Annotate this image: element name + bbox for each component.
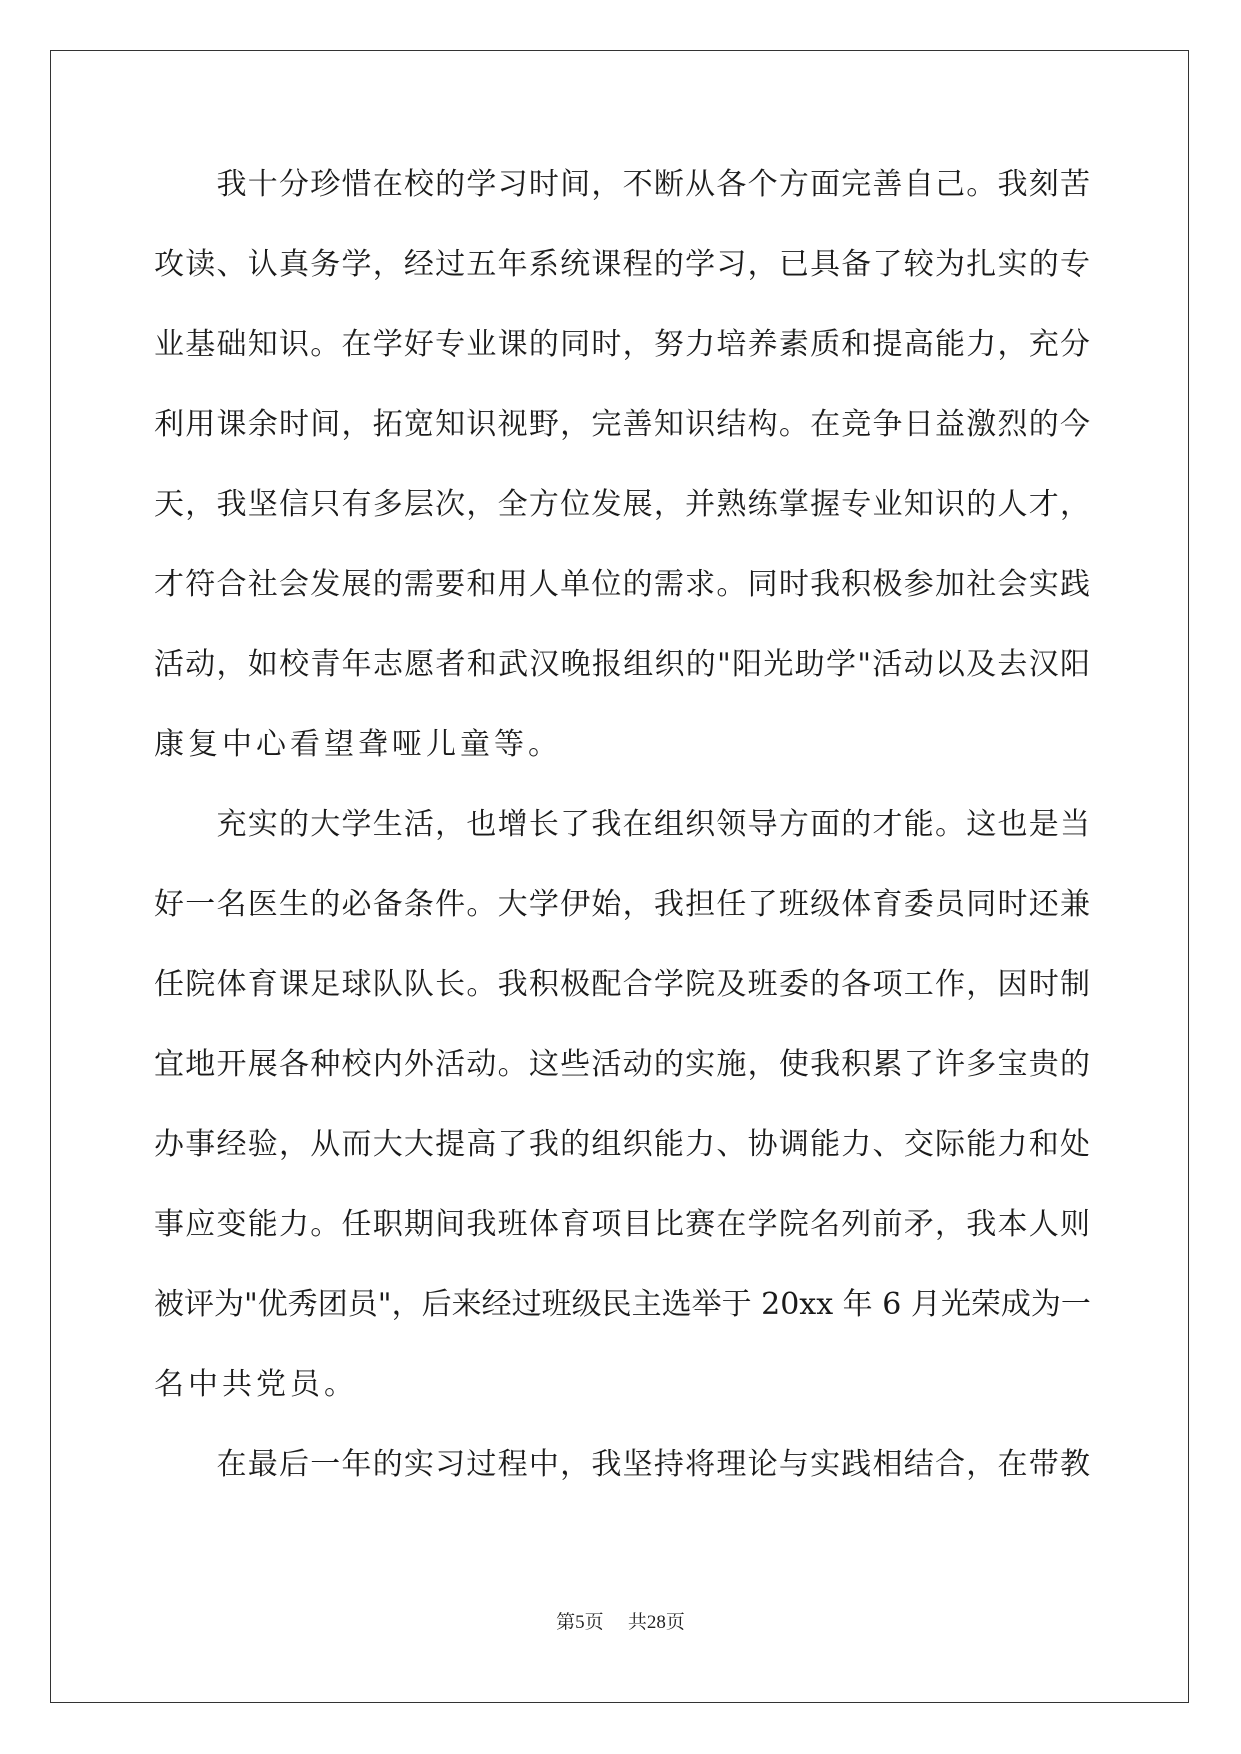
text-line: 活动，如校青年志愿者和武汉晚报组织的"阳光助学"活动以及去汉阳 xyxy=(154,647,1090,682)
document-body xyxy=(154,165,1090,1485)
text-line: 充实的大学生活，也增长了我在组织领导方面的才能。这也是当 xyxy=(154,807,1090,842)
text-line: 才符合社会发展的需要和用人单位的需求。同时我积极参加社会实践 xyxy=(154,567,1090,602)
text-line: 事应变能力。任职期间我班体育项目比赛在学院名列前矛，我本人则 xyxy=(154,1207,1090,1242)
footer-page-number: 5 xyxy=(575,1612,585,1633)
text-line: 天，我坚信只有多层次，全方位发展，并熟练掌握专业知识的人才， xyxy=(154,487,1090,522)
text-line: 攻读、认真务学，经过五年系统课程的学习，已具备了较为扎实的专 xyxy=(154,247,1090,282)
text-line: 名中共党员。 xyxy=(154,1367,358,1402)
text-line: 业基础知识。在学好专业课的同时，努力培养素质和提高能力，充分 xyxy=(154,327,1090,362)
footer-total-pages: 28 xyxy=(646,1612,666,1633)
text-line: 被评为"优秀团员"，后来经过班级民主选举于 20xx 年 6 月光荣成为一 xyxy=(154,1287,1091,1322)
text-line: 利用课余时间，拓宽知识视野，完善知识结构。在竞争日益激烈的今 xyxy=(154,407,1090,442)
text-line: 宜地开展各种校内外活动。这些活动的实施，使我积累了许多宝贵的 xyxy=(154,1047,1090,1082)
footer-page-suffix: 页 xyxy=(584,1611,604,1633)
footer-total-suffix: 页 xyxy=(665,1611,685,1633)
text-line: 在最后一年的实习过程中，我坚持将理论与实践相结合，在带教 xyxy=(154,1447,1090,1482)
text-line: 办事经验，从而大大提高了我的组织能力、协调能力、交际能力和处 xyxy=(154,1127,1090,1162)
text-line: 任院体育课足球队队长。我积极配合学院及班委的各项工作，因时制 xyxy=(154,967,1090,1002)
text-line: 好一名医生的必备条件。大学伊始，我担任了班级体育委员同时还兼 xyxy=(154,887,1090,922)
text-line: 我十分珍惜在校的学习时间，不断从各个方面完善自己。我刻苦 xyxy=(154,167,1090,202)
text-line: 康复中心看望聋哑儿童等。 xyxy=(154,727,562,762)
footer-total-prefix: 共 xyxy=(627,1611,647,1633)
page-footer xyxy=(0,1610,1241,1635)
footer-prefix: 第 xyxy=(556,1611,576,1633)
